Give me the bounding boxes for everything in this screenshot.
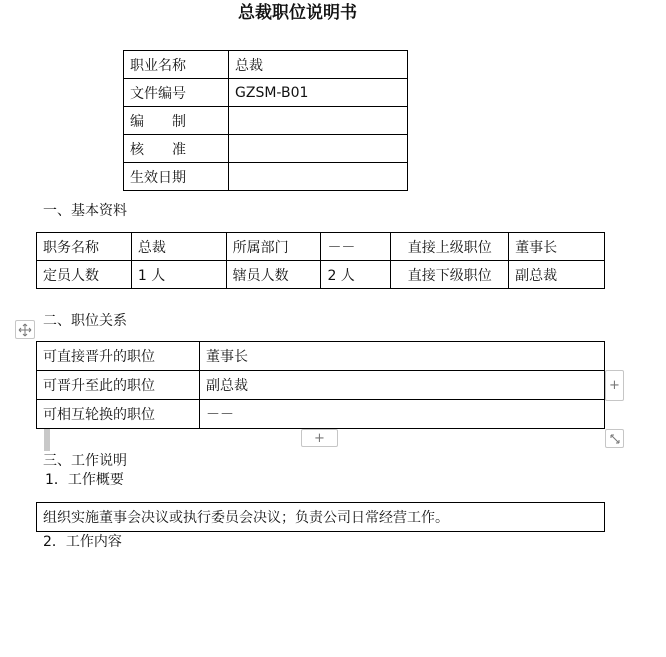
table-cell[interactable]: 定员人数 bbox=[37, 261, 132, 289]
table-cell[interactable]: 直接上级职位 bbox=[391, 233, 509, 261]
table-row bbox=[124, 51, 408, 79]
plus-icon: + bbox=[314, 430, 325, 446]
table-row bbox=[124, 79, 408, 107]
section-heading-relations: 二、职位关系 bbox=[43, 313, 127, 329]
table-row bbox=[124, 163, 408, 191]
table-cell[interactable]: －－ bbox=[321, 233, 391, 261]
table-row bbox=[124, 135, 408, 163]
relation-value[interactable]: －－ bbox=[200, 400, 605, 429]
basic-info-table bbox=[36, 232, 605, 289]
meta-value[interactable] bbox=[229, 163, 408, 191]
move-handle-icon[interactable] bbox=[15, 320, 35, 339]
meta-value[interactable]: GZSM-B01 bbox=[229, 79, 408, 107]
relation-value[interactable]: 董事长 bbox=[200, 342, 605, 371]
work-summary-table bbox=[36, 502, 605, 532]
table-cell[interactable]: 副总裁 bbox=[509, 261, 605, 289]
meta-value[interactable] bbox=[229, 107, 408, 135]
table-cell[interactable]: 1 人 bbox=[131, 261, 226, 289]
subheading-summary: 1．工作概要 bbox=[45, 472, 124, 488]
section-heading-work: 三、工作说明 bbox=[43, 453, 127, 469]
meta-label: 生效日期 bbox=[124, 163, 229, 191]
relation-label: 可晋升至此的职位 bbox=[37, 371, 200, 400]
add-row-button[interactable] bbox=[301, 429, 338, 447]
meta-value[interactable]: 总裁 bbox=[229, 51, 408, 79]
section-heading-basic: 一、基本资料 bbox=[43, 203, 127, 219]
relation-value[interactable]: 副总裁 bbox=[200, 371, 605, 400]
table-row bbox=[37, 371, 605, 400]
document-info-table bbox=[123, 50, 408, 191]
meta-label: 核 准 bbox=[124, 135, 229, 163]
position-relations-table bbox=[36, 341, 605, 429]
document-title: 总裁职位说明书 bbox=[238, 3, 357, 23]
row-selection-bar[interactable] bbox=[44, 429, 50, 451]
resize-diagonal-icon[interactable] bbox=[605, 429, 624, 448]
table-row bbox=[37, 400, 605, 429]
summary-text[interactable]: 组织实施董事会决议或执行委员会决议；负责公司日常经营工作。 bbox=[37, 503, 605, 532]
plus-icon: + bbox=[609, 378, 620, 393]
table-cell[interactable]: 直接下级职位 bbox=[391, 261, 509, 289]
meta-label: 职业名称 bbox=[124, 51, 229, 79]
table-row bbox=[37, 503, 605, 532]
table-row bbox=[37, 261, 605, 289]
table-row bbox=[37, 342, 605, 371]
table-cell[interactable]: 所属部门 bbox=[226, 233, 321, 261]
add-column-button[interactable] bbox=[605, 370, 624, 401]
table-cell[interactable]: 总裁 bbox=[131, 233, 226, 261]
table-cell[interactable]: 辖员人数 bbox=[226, 261, 321, 289]
meta-value[interactable] bbox=[229, 135, 408, 163]
relation-label: 可直接晋升的职位 bbox=[37, 342, 200, 371]
meta-label: 编 制 bbox=[124, 107, 229, 135]
table-cell[interactable]: 董事长 bbox=[509, 233, 605, 261]
meta-label: 文件编号 bbox=[124, 79, 229, 107]
relation-label: 可相互轮换的职位 bbox=[37, 400, 200, 429]
subheading-content: 2．工作内容 bbox=[43, 534, 122, 550]
table-cell[interactable]: 2 人 bbox=[321, 261, 391, 289]
table-row bbox=[37, 233, 605, 261]
table-cell[interactable]: 职务名称 bbox=[37, 233, 132, 261]
table-row bbox=[124, 107, 408, 135]
